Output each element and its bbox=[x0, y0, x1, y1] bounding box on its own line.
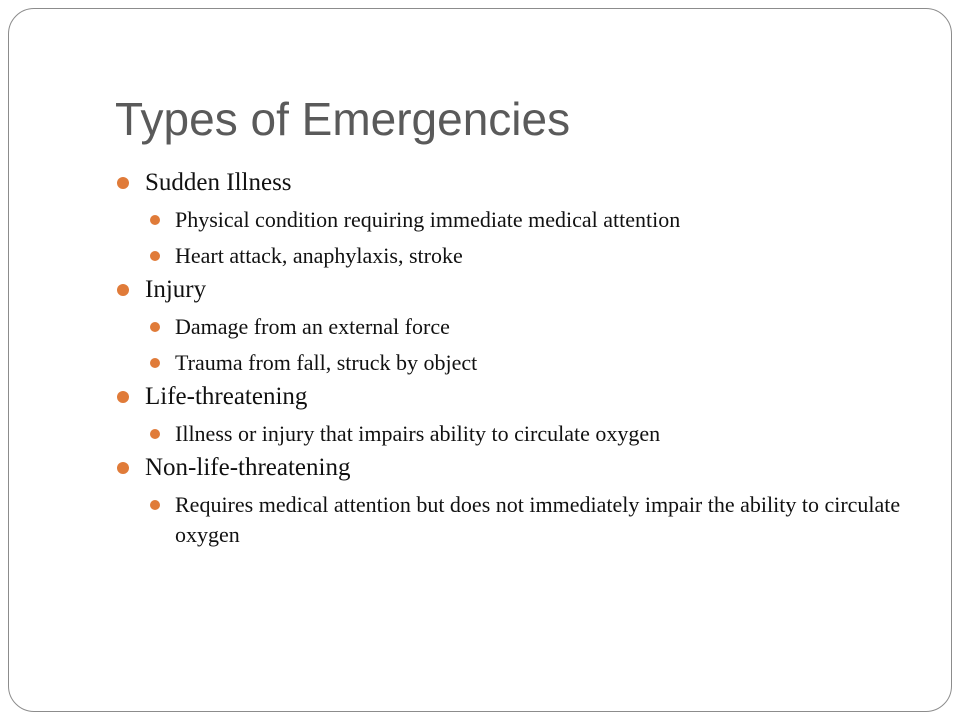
bullet-dot-icon bbox=[117, 284, 129, 296]
bullet-dot-icon bbox=[117, 177, 129, 189]
sub-bullet-text: Trauma from fall, struck by object bbox=[175, 350, 478, 375]
sub-bullet-text: Physical condition requiring immediate medical attention bbox=[175, 207, 681, 232]
bullet-dot-icon bbox=[150, 500, 160, 510]
bullet-text: Life-threatening bbox=[145, 383, 308, 410]
sub-bullet-text: Requires medical attention but does not immediately impair the ability to circulate oxygen bbox=[175, 492, 901, 547]
sub-bullet-text: Damage from an external force bbox=[175, 314, 450, 339]
bullet-non-life-threatening bbox=[115, 449, 925, 487]
bullet-life-threatening bbox=[115, 378, 925, 416]
bullet-dot-icon bbox=[117, 391, 129, 403]
bullet-dot-icon bbox=[117, 462, 129, 474]
bullet-sudden-illness bbox=[115, 164, 925, 202]
slide-frame bbox=[8, 8, 952, 712]
sub-bullet bbox=[115, 241, 925, 271]
sub-bullet bbox=[115, 312, 925, 342]
sub-bullet-text: Illness or injury that impairs ability to circulate oxygen bbox=[175, 421, 661, 446]
sub-bullet bbox=[115, 348, 925, 378]
bullet-dot-icon bbox=[150, 322, 160, 332]
bullet-dot-icon bbox=[150, 215, 160, 225]
bullet-list bbox=[115, 164, 925, 550]
bullet-text: Non-life-threatening bbox=[145, 454, 351, 481]
sub-bullet bbox=[115, 490, 925, 550]
slide-title: Types of Emergencies bbox=[115, 93, 571, 145]
bullet-injury bbox=[115, 271, 925, 309]
bullet-text: Injury bbox=[145, 276, 207, 303]
sub-bullet bbox=[115, 205, 925, 235]
bullet-dot-icon bbox=[150, 429, 160, 439]
bullet-text: Sudden Illness bbox=[145, 169, 292, 196]
bullet-dot-icon bbox=[150, 251, 160, 261]
sub-bullet bbox=[115, 419, 925, 449]
bullet-dot-icon bbox=[150, 358, 160, 368]
sub-bullet-text: Heart attack, anaphylaxis, stroke bbox=[175, 243, 463, 268]
